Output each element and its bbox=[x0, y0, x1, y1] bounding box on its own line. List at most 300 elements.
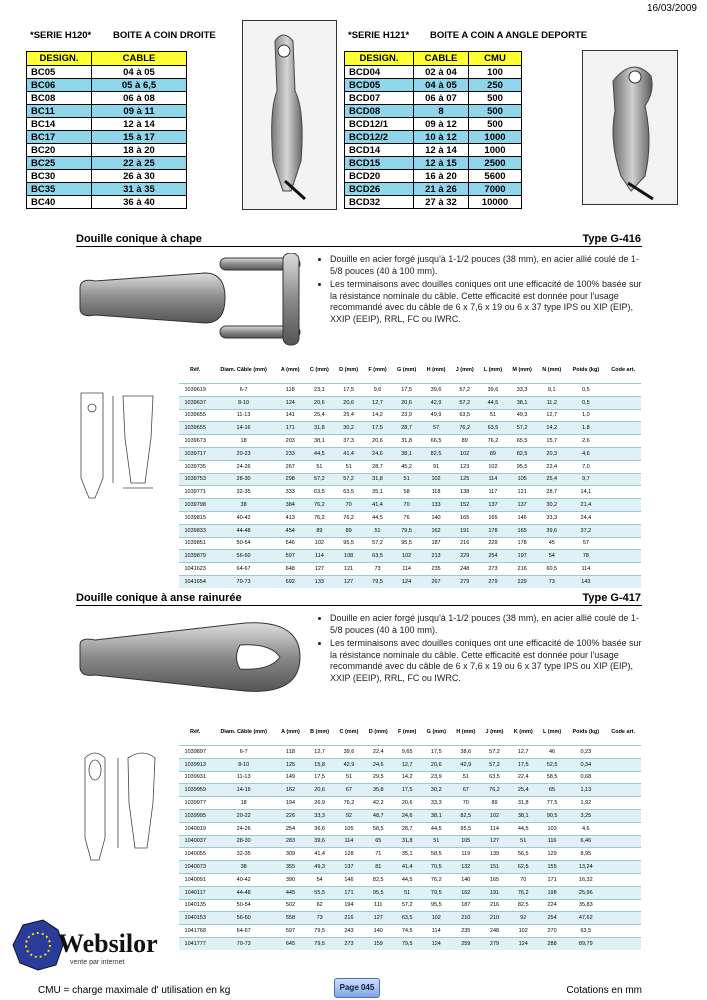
g417-spec-cell: 124 bbox=[509, 937, 538, 949]
g416-spec-cell: 7,0 bbox=[566, 460, 605, 473]
g416-spec-cell: 79,5 bbox=[392, 524, 422, 537]
g416-spec-cell: 14,2 bbox=[363, 409, 391, 422]
g417-spec-cell: 42,9 bbox=[334, 758, 363, 771]
g417-spec-cell: 17,5 bbox=[305, 771, 334, 784]
g417-spec-cell: 82,5 bbox=[509, 899, 538, 912]
h120-cell: 05 à 6,5 bbox=[92, 79, 187, 92]
g417-spec-cell: 146 bbox=[334, 873, 363, 886]
g416-spec-cell: 143 bbox=[566, 575, 605, 587]
g417-spec-cell: 0,34 bbox=[566, 758, 605, 771]
g416-spec-cell: 95,5 bbox=[507, 460, 537, 473]
g417-spec-row bbox=[179, 771, 641, 784]
wedge-socket-straight-photo bbox=[242, 20, 337, 210]
g417-spec-cell: 39,6 bbox=[334, 746, 363, 759]
g416-spec-cell bbox=[605, 524, 641, 537]
g417-spec-cell: 24,6 bbox=[393, 809, 422, 822]
g416-spec-cell: 125 bbox=[451, 473, 479, 486]
g417-col-header: Code art. bbox=[611, 728, 636, 735]
g416-spec-cell: 105 bbox=[507, 473, 537, 486]
g416-spec-cell: 648 bbox=[276, 563, 305, 576]
g416-spec-cell: 102 bbox=[421, 473, 450, 486]
g417-spec-cell: 114 bbox=[480, 822, 508, 835]
g417-spec-cell: 70-73 bbox=[211, 937, 275, 949]
g416-spec-cell: 165 bbox=[451, 511, 479, 524]
g417-spec-cell: 127 bbox=[364, 912, 393, 925]
g416-spec-row bbox=[179, 550, 641, 563]
g417-spec-cell: 1,92 bbox=[566, 797, 605, 810]
g416-spec-cell: 44-48 bbox=[211, 524, 275, 537]
g416-bullet-1: • Douille en acier forgé jusqu'à 1-1/2 pouces (38 mm), en acier allié coulé de 1-5/8 pouces (40 à 100 mm). bbox=[330, 254, 642, 277]
h121-cell: 100 bbox=[469, 66, 522, 79]
h121-cell: 1000 bbox=[469, 144, 522, 157]
h121-cell: 5600 bbox=[469, 170, 522, 183]
g417-spec-cell bbox=[605, 746, 641, 759]
g417-spec-row bbox=[179, 809, 641, 822]
g416-spec-cell: 138 bbox=[451, 486, 479, 499]
h120-row bbox=[27, 157, 187, 170]
g417-spec-row bbox=[179, 873, 641, 886]
g416-spec-cell: 333 bbox=[276, 486, 305, 499]
g417-spec-cell: 1039995 bbox=[179, 809, 211, 822]
h120-row bbox=[27, 79, 187, 92]
g417-spec-cell: 9,65 bbox=[393, 746, 422, 759]
g417-spec-cell: 226 bbox=[276, 809, 305, 822]
g416-spec-cell: 31,8 bbox=[392, 435, 422, 448]
g417-spec-cell: 129 bbox=[538, 848, 566, 861]
g416-spec-cell: 20,6 bbox=[334, 396, 363, 409]
g417-spec-cell: 165 bbox=[480, 873, 508, 886]
h120-cell: 09 à 11 bbox=[92, 105, 187, 118]
g416-spec-cell: 21,4 bbox=[566, 499, 605, 512]
h120-title: BOITE A COIN DROITE bbox=[113, 30, 216, 41]
g417-spec-row bbox=[179, 797, 641, 810]
g417-spec-cell: 191 bbox=[480, 886, 508, 899]
g417-spec-row bbox=[179, 912, 641, 925]
g416-spec-cell: 63,5 bbox=[479, 422, 507, 435]
g417-spec-cell: 79,5 bbox=[305, 925, 334, 938]
h120-cell: BC20 bbox=[27, 144, 92, 157]
g416-spec-cell: 89 bbox=[334, 524, 363, 537]
g417-spec-cell: 49,3 bbox=[305, 861, 334, 874]
g416-spec-cell: 41,4 bbox=[363, 499, 391, 512]
g416-spec-cell: 4,6 bbox=[566, 447, 605, 460]
g416-spec-cell: 57,2 bbox=[451, 396, 479, 409]
h121-row bbox=[345, 105, 522, 118]
h121-cell: 7000 bbox=[469, 183, 522, 196]
g417-spec-cell: 65 bbox=[538, 784, 566, 797]
g417-spec-cell: 119 bbox=[451, 848, 480, 861]
g416-col-header: L (mm) bbox=[483, 366, 503, 373]
g416-spec-cell: 95,5 bbox=[392, 537, 422, 550]
g417-spec-cell: 216 bbox=[480, 899, 508, 912]
g417-spec-cell bbox=[605, 835, 641, 848]
g416-spec-cell: 213 bbox=[421, 550, 450, 563]
g416-spec-cell: 58 bbox=[392, 486, 422, 499]
g417-spec-cell: 137 bbox=[334, 861, 363, 874]
g416-spec-cell: 51 bbox=[305, 460, 334, 473]
g416-spec-cell: 57,2 bbox=[507, 422, 537, 435]
h121-row bbox=[345, 183, 522, 196]
h121-cell: 16 à 20 bbox=[414, 170, 469, 183]
g417-spec-cell: 248 bbox=[480, 925, 508, 938]
g416-spec-cell bbox=[605, 563, 641, 576]
g417-spec-cell: 445 bbox=[276, 886, 305, 899]
g416-spec-cell: 133 bbox=[305, 575, 334, 587]
g417-spec-cell: 12,7 bbox=[305, 746, 334, 759]
g416-spec-cell: 0,5 bbox=[566, 396, 605, 409]
g417-spec-cell: 90,5 bbox=[538, 809, 566, 822]
g417-spec-row bbox=[179, 886, 641, 899]
h121-cell: BCD05 bbox=[345, 79, 414, 92]
g417-spec-cell: 8-10 bbox=[211, 758, 275, 771]
g417-spec-cell: 645 bbox=[276, 937, 305, 949]
g416-spec-cell: 248 bbox=[451, 563, 479, 576]
h121-cell: BCD14 bbox=[345, 144, 414, 157]
g417-col-header: Diam. Câble (mm) bbox=[220, 728, 267, 735]
g416-spec-cell: 6-7 bbox=[211, 384, 275, 397]
g417-spec-cell bbox=[605, 937, 641, 949]
g417-spec-cell: 558 bbox=[276, 912, 305, 925]
g417-spec-cell: 31,8 bbox=[509, 797, 538, 810]
g416-spec-cell: 1039637 bbox=[179, 396, 211, 409]
g416-spec-cell: 24-26 bbox=[211, 460, 275, 473]
g416-spec-table bbox=[179, 357, 641, 588]
g417-spec-cell: 62,5 bbox=[509, 861, 538, 874]
g416-spec-cell: 44,5 bbox=[305, 447, 334, 460]
g417-spec-row bbox=[179, 861, 641, 874]
g417-spec-cell: 15,8 bbox=[305, 758, 334, 771]
g417-spec-cell bbox=[605, 797, 641, 810]
g417-spec-cell: 1040019 bbox=[179, 822, 211, 835]
g417-spec-cell: 79,5 bbox=[393, 937, 422, 949]
g417-spec-cell: 38,1 bbox=[509, 809, 538, 822]
g416-spec-cell: 9,7 bbox=[566, 473, 605, 486]
g416-spec-cell bbox=[605, 537, 641, 550]
g417-dimension-diagram bbox=[73, 748, 173, 868]
h120-cell: 15 à 17 bbox=[92, 131, 187, 144]
g416-spec-cell: 191 bbox=[451, 524, 479, 537]
h121-row bbox=[345, 144, 522, 157]
g416-spec-cell: 63,5 bbox=[363, 550, 391, 563]
g416-spec-cell: 39,6 bbox=[421, 384, 450, 397]
h121-row bbox=[345, 92, 522, 105]
g417-spec-cell: 273 bbox=[334, 937, 363, 949]
g417-spec-cell: 82,5 bbox=[451, 809, 480, 822]
g417-bullet-1: • Douille en acier forgé jusqu'à 1-1/2 pouces (38 mm), en acier allié coulé de 1-5/8 pouces (40 à 100 mm). bbox=[330, 613, 642, 636]
g417-spec-cell: 31,8 bbox=[393, 835, 422, 848]
g417-spec-cell: 62 bbox=[305, 899, 334, 912]
h120-cell: BC17 bbox=[27, 131, 92, 144]
g416-spec-cell: 37,2 bbox=[566, 524, 605, 537]
g416-spec-cell: 127 bbox=[305, 563, 334, 576]
g417-spec-cell: 1041768 bbox=[179, 925, 211, 938]
g416-spec-cell: 11-13 bbox=[211, 409, 275, 422]
g416-spec-cell: 298 bbox=[276, 473, 305, 486]
g416-spec-cell: 133 bbox=[421, 499, 450, 512]
g416-spec-cell bbox=[605, 447, 641, 460]
h121-col-cmu: CMU bbox=[469, 52, 522, 66]
g417-spec-cell: 82,5 bbox=[364, 873, 393, 886]
g417-spec-cell: 92 bbox=[334, 809, 363, 822]
g417-spec-cell: 41,4 bbox=[305, 848, 334, 861]
g417-spec-cell: 309 bbox=[276, 848, 305, 861]
g417-spec-cell: 30,2 bbox=[421, 784, 451, 797]
g416-spec-cell: 2,6 bbox=[566, 435, 605, 448]
g416-spec-cell: 178 bbox=[507, 537, 537, 550]
g416-spec-cell: 1039771 bbox=[179, 486, 211, 499]
g417-spec-cell: 33,3 bbox=[421, 797, 451, 810]
g416-spec-cell: 89 bbox=[479, 447, 507, 460]
h120-cell: 12 à 14 bbox=[92, 118, 187, 131]
h120-row bbox=[27, 196, 187, 209]
g416-spec-cell: 23,1 bbox=[305, 384, 334, 397]
g416-spec-cell: 63,5 bbox=[451, 409, 479, 422]
g416-spec-cell: 197 bbox=[507, 550, 537, 563]
g416-spec-cell: 1041654 bbox=[179, 575, 211, 587]
g416-spec-cell: 35,1 bbox=[363, 486, 391, 499]
g417-spec-cell: 63,5 bbox=[393, 912, 422, 925]
g416-spec-cell: 9,6 bbox=[363, 384, 391, 397]
h121-row bbox=[345, 131, 522, 144]
g417-spec-cell: 76,2 bbox=[509, 886, 538, 899]
g416-spec-cell: 216 bbox=[507, 563, 537, 576]
g416-spec-cell bbox=[605, 460, 641, 473]
g416-spec-cell: 51 bbox=[479, 409, 507, 422]
g416-col-header: H (mm) bbox=[426, 366, 446, 373]
g416-spec-cell: 23,9 bbox=[392, 409, 422, 422]
g416-spec-cell: 20,6 bbox=[305, 396, 334, 409]
h120-row bbox=[27, 118, 187, 131]
g417-spec-cell: 171 bbox=[334, 886, 363, 899]
g416-spec-cell: 141 bbox=[276, 409, 305, 422]
g416-spec-row bbox=[179, 486, 641, 499]
g417-spec-cell: 105 bbox=[334, 822, 363, 835]
h120-row bbox=[27, 144, 187, 157]
g417-spec-cell: 50-54 bbox=[211, 899, 275, 912]
g417-spec-cell: 47,62 bbox=[566, 912, 605, 925]
g416-spec-cell: 1041623 bbox=[179, 563, 211, 576]
g416-spec-cell: 1039815 bbox=[179, 511, 211, 524]
h121-cell: 21 à 26 bbox=[414, 183, 469, 196]
g416-spec-cell: 171 bbox=[276, 422, 305, 435]
g417-spec-row bbox=[179, 746, 641, 759]
g417-spec-row bbox=[179, 899, 641, 912]
g417-bullet-2: • Les terminaisons avec douilles coniques ont une efficacité de 100% basée sur la résistance nominale du câble. Cette efficacité est donnée pour l'usage recommandé avec du câble de 6 x 7,6 x 19 ou 6 x 37 type IPS ou XIP (EIP), XXIP (EEIP), RRL, FC ou IWRC. bbox=[330, 638, 642, 684]
g416-spec-cell: 28,7 bbox=[363, 460, 391, 473]
g417-spec-cell: 1039897 bbox=[179, 746, 211, 759]
g417-spec-cell: 140 bbox=[364, 925, 393, 938]
g417-spec-cell: 259 bbox=[451, 937, 480, 949]
h121-cell: 500 bbox=[469, 92, 522, 105]
g416-spec-cell bbox=[605, 550, 641, 563]
g417-spec-cell: 243 bbox=[334, 925, 363, 938]
g417-spec-cell: 0,68 bbox=[566, 771, 605, 784]
g416-spec-cell: 152 bbox=[451, 499, 479, 512]
g417-spec-cell: 210 bbox=[451, 912, 480, 925]
g417-spec-cell: 1,13 bbox=[566, 784, 605, 797]
g416-spec-cell: 20,6 bbox=[363, 435, 391, 448]
g417-spec-cell: 140 bbox=[451, 873, 480, 886]
h121-cell: 500 bbox=[469, 105, 522, 118]
g416-spec-cell: 146 bbox=[507, 511, 537, 524]
g416-spec-cell: 70 bbox=[392, 499, 422, 512]
g416-spec-cell: 12,7 bbox=[537, 409, 566, 422]
h120-col-cable: CABLE bbox=[92, 52, 187, 66]
h120-cell: BC11 bbox=[27, 105, 92, 118]
g416-dimension-diagram bbox=[73, 388, 173, 506]
g417-spec-cell: 194 bbox=[334, 899, 363, 912]
g416-type: Type G-416 bbox=[582, 233, 641, 245]
g417-spec-cell: 38,1 bbox=[421, 809, 451, 822]
g417-spec-cell: 28-30 bbox=[211, 835, 275, 848]
g417-spec-cell: 35,1 bbox=[393, 848, 422, 861]
g417-spec-cell: 44,5 bbox=[509, 822, 538, 835]
g416-col-header: Diam. Câble (mm) bbox=[220, 366, 267, 373]
g417-spec-cell: 1040091 bbox=[179, 873, 211, 886]
g416-spec-row bbox=[179, 575, 641, 587]
g417-spec-cell: 1041777 bbox=[179, 937, 211, 949]
g416-spec-cell bbox=[605, 435, 641, 448]
h121-cell: BCD08 bbox=[345, 105, 414, 118]
g416-spec-cell: 45,2 bbox=[392, 460, 422, 473]
g417-spec-cell: 22,4 bbox=[509, 771, 538, 784]
g416-spec-cell: 12,7 bbox=[363, 396, 391, 409]
g416-spec-cell: 279 bbox=[451, 575, 479, 587]
g416-spec-cell: 38,1 bbox=[392, 447, 422, 460]
g417-spec-cell: 36,6 bbox=[305, 822, 334, 835]
g416-spec-cell: 28,7 bbox=[537, 486, 566, 499]
h121-cell: BCD32 bbox=[345, 196, 414, 209]
g416-spec-cell: 1039833 bbox=[179, 524, 211, 537]
g417-spec-cell: 51 bbox=[451, 771, 480, 784]
g416-spec-cell: 30,2 bbox=[537, 499, 566, 512]
g417-spec-cell: 502 bbox=[276, 899, 305, 912]
h120-cell: BC05 bbox=[27, 66, 92, 79]
g417-spec-cell bbox=[605, 784, 641, 797]
g416-spec-cell: 82,5 bbox=[507, 447, 537, 460]
h120-cell: 36 à 40 bbox=[92, 196, 187, 209]
g417-spec-cell: 22,4 bbox=[364, 746, 393, 759]
g416-spec-cell bbox=[605, 473, 641, 486]
g417-spec-cell bbox=[605, 873, 641, 886]
h121-cell: 12 à 15 bbox=[414, 157, 469, 170]
g416-spec-cell: 24,4 bbox=[566, 511, 605, 524]
g416-spec-cell: 14-16 bbox=[211, 422, 275, 435]
g416-spec-cell: 33,3 bbox=[537, 511, 566, 524]
g416-spec-cell: 114 bbox=[479, 473, 507, 486]
logo-tagline: vente par internet bbox=[70, 959, 125, 966]
g416-spec-cell: 1039673 bbox=[179, 435, 211, 448]
g417-spec-cell: 6,46 bbox=[566, 835, 605, 848]
g417-spec-row bbox=[179, 758, 641, 771]
h120-table bbox=[26, 51, 187, 209]
g416-spec-cell: 79,5 bbox=[363, 575, 391, 587]
g417-spec-cell bbox=[605, 899, 641, 912]
g417-spec-cell: 56-60 bbox=[211, 912, 275, 925]
g417-spec-cell: 54 bbox=[305, 873, 334, 886]
g416-spec-cell bbox=[605, 409, 641, 422]
g416-spec-cell: 413 bbox=[276, 511, 305, 524]
g416-spec-cell: 37,3 bbox=[334, 435, 363, 448]
g416-spec-cell: 1039879 bbox=[179, 550, 211, 563]
g416-spec-cell bbox=[605, 511, 641, 524]
g417-spec-cell: 13,24 bbox=[566, 861, 605, 874]
g416-spec-cell: 65,5 bbox=[507, 435, 537, 448]
g417-spec-cell bbox=[605, 758, 641, 771]
g417-spec-row bbox=[179, 822, 641, 835]
g416-spec-cell: 91 bbox=[421, 460, 450, 473]
g417-spec-cell: 1040117 bbox=[179, 886, 211, 899]
g417-spec-cell: 105 bbox=[451, 835, 480, 848]
g416-spec-cell: 229 bbox=[479, 537, 507, 550]
g416-spec-cell bbox=[605, 499, 641, 512]
g416-col-header: Code art. bbox=[611, 366, 636, 373]
g417-spec-cell: 52,5 bbox=[538, 758, 566, 771]
g417-spec-cell: 127 bbox=[480, 835, 508, 848]
g417-spec-cell: 76,2 bbox=[480, 784, 508, 797]
g417-divider bbox=[76, 605, 642, 606]
h120-row bbox=[27, 170, 187, 183]
g416-spec-cell: 76 bbox=[392, 511, 422, 524]
g417-spec-cell: 111 bbox=[364, 899, 393, 912]
page-date: 16/03/2009 bbox=[646, 3, 697, 14]
g417-spec-cell: 198 bbox=[538, 886, 566, 899]
g416-spec-cell bbox=[605, 575, 641, 587]
g416-spec-cell: 118 bbox=[421, 486, 450, 499]
g416-spec-cell: 39,6 bbox=[479, 384, 507, 397]
g417-spec-cell: 14,2 bbox=[393, 771, 422, 784]
h121-cell: 27 à 32 bbox=[414, 196, 469, 209]
g416-spec-cell: 20-23 bbox=[211, 447, 275, 460]
g417-spec-cell bbox=[605, 925, 641, 938]
g417-spec-cell bbox=[605, 771, 641, 784]
g416-spec-cell: 60,5 bbox=[537, 563, 566, 576]
g417-spec-cell: 4,6 bbox=[566, 822, 605, 835]
g416-spec-cell: 165 bbox=[479, 511, 507, 524]
g416-spec-row bbox=[179, 435, 641, 448]
g417-spec-cell bbox=[605, 848, 641, 861]
g416-spec-cell: 15,7 bbox=[537, 435, 566, 448]
g417-spec-cell: 224 bbox=[538, 899, 566, 912]
g416-spec-row bbox=[179, 409, 641, 422]
g417-col-header: C (mm) bbox=[339, 728, 359, 735]
g416-spec-cell: 102 bbox=[479, 460, 507, 473]
g416-spec-cell: 25,4 bbox=[334, 409, 363, 422]
g417-spec-cell: 73 bbox=[305, 912, 334, 925]
g416-col-header: F (mm) bbox=[368, 366, 387, 373]
g416-spec-cell: 121 bbox=[334, 563, 363, 576]
g417-spec-cell: 210 bbox=[480, 912, 508, 925]
g416-spec-row bbox=[179, 396, 641, 409]
g416-col-header: N (mm) bbox=[542, 366, 562, 373]
g417-spec-cell: 70 bbox=[451, 797, 480, 810]
g416-spec-cell: 31,8 bbox=[363, 473, 391, 486]
g417-spec-cell: 76,2 bbox=[334, 797, 363, 810]
g417-spec-cell: 58,5 bbox=[421, 848, 451, 861]
g416-spec-cell: 1,0 bbox=[566, 409, 605, 422]
h121-cell: 10000 bbox=[469, 196, 522, 209]
h121-serie: *SERIE H121* bbox=[348, 30, 410, 41]
g416-spec-cell: 63,5 bbox=[305, 486, 334, 499]
g416-product-image bbox=[75, 253, 305, 346]
g417-spec-cell: 41,4 bbox=[393, 861, 422, 874]
g417-spec-cell: 95,5 bbox=[421, 899, 451, 912]
g416-spec-cell: 216 bbox=[451, 537, 479, 550]
g416-spec-cell: 33,3 bbox=[507, 384, 537, 397]
g417-spec-cell: 33,3 bbox=[305, 809, 334, 822]
g417-spec-cell: 20,6 bbox=[393, 797, 422, 810]
g416-spec-cell: 8-10 bbox=[211, 396, 275, 409]
